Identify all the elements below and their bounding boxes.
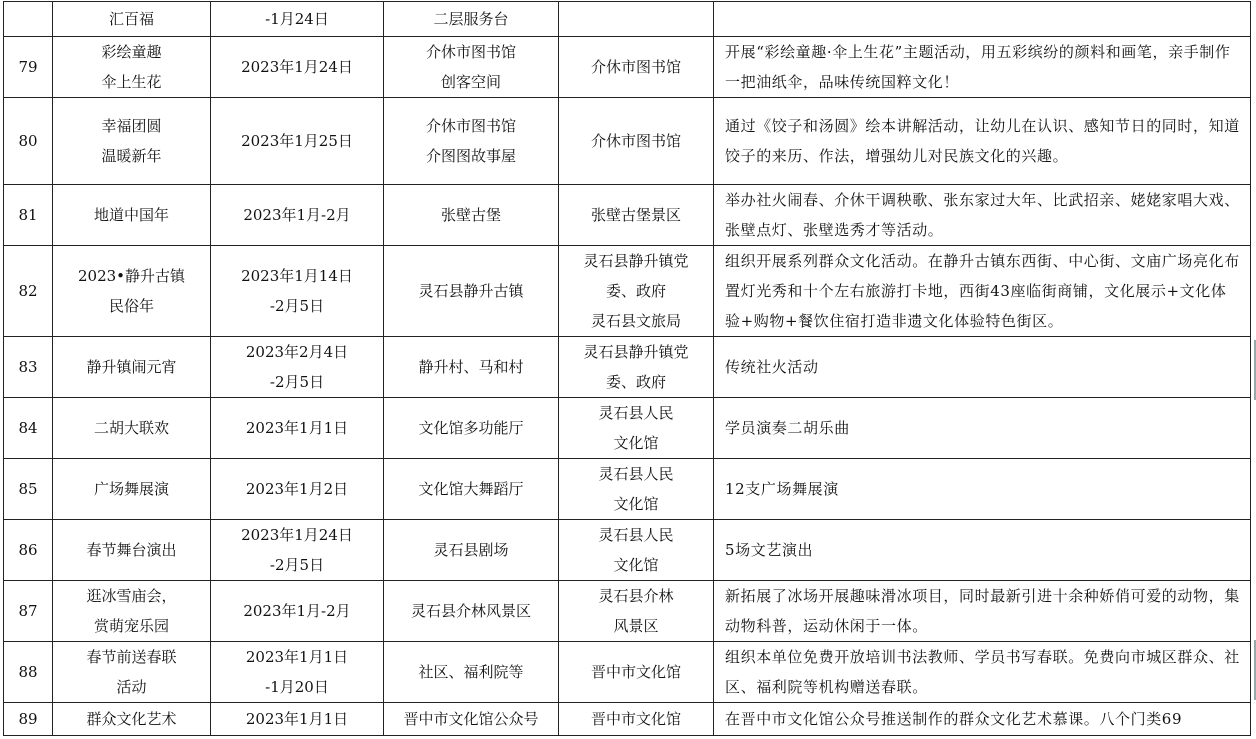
cell-no: 88 xyxy=(4,642,53,703)
cell-desc: 组织本单位免费开放培训书法教师、学员书写春联。免费向市城区群众、社区、福利院等机构赠送春联。 xyxy=(714,642,1251,703)
cell-line: 春节舞台演出 xyxy=(86,541,177,559)
cell-line: 文化馆 xyxy=(613,556,659,574)
cell-line: 文化馆大舞蹈厅 xyxy=(418,480,524,498)
table-row xyxy=(4,2,1251,37)
cell-venue xyxy=(384,642,559,703)
cell-org xyxy=(559,98,714,185)
cell-venue: 二层服务台 xyxy=(384,2,559,37)
cell-line: 二胡大联欢 xyxy=(93,419,169,437)
table-row xyxy=(4,37,1251,98)
cell-venue xyxy=(384,98,559,185)
cell-org xyxy=(559,642,714,703)
cell-line: 张壁古堡 xyxy=(440,206,501,224)
cell-line: 2023年2月4日 xyxy=(245,343,349,361)
cell-line: 灵石县静升镇党 xyxy=(583,343,689,361)
cell-desc: 新拓展了冰场开展趣味滑冰项目，同时最新引进十余种娇俏可爱的动物，集动物科普，运动休闲于一体。 xyxy=(714,581,1251,642)
table-row xyxy=(4,398,1251,459)
cell-date xyxy=(211,459,384,520)
cell-desc: 传统社火活动 xyxy=(714,337,1251,398)
cell-venue xyxy=(384,185,559,246)
cell-line: 文化馆 xyxy=(613,434,659,452)
cell-no: 79 xyxy=(4,37,53,98)
cell-line: 风景区 xyxy=(613,617,659,635)
cell-no: 83 xyxy=(4,337,53,398)
cell-desc: 组织开展系列群众文化活动。在静升古镇东西街、中心街、文庙广场亮化布置灯光秀和十个左右旅游打卡地，西街43座临街商铺，文化展示+文化体验+购物+餐饮住宿打造非遗文化体验特色街区。 xyxy=(714,246,1251,337)
cell-line: 创客空间 xyxy=(440,73,501,91)
cell-line: -1月20日 xyxy=(265,678,329,696)
cell-date: -1月24日 xyxy=(211,2,384,37)
cell-org xyxy=(559,703,714,736)
cell-line: 晋中市文化馆 xyxy=(590,663,681,681)
cell-line: 灵石县介林风景区 xyxy=(410,602,531,620)
cell-line: 静升镇闹元宵 xyxy=(86,358,177,376)
activity-table-body xyxy=(4,2,1251,736)
cell-name xyxy=(53,398,211,459)
cell-org xyxy=(559,2,714,37)
cell-line: 2023年1月1日 xyxy=(245,419,349,437)
cell-line: 群众文化艺术 xyxy=(86,710,177,728)
cell-line: 灵石县人民 xyxy=(598,404,674,422)
cell-line: 温暖新年 xyxy=(101,147,162,165)
cell-date xyxy=(211,98,384,185)
cell-org xyxy=(559,459,714,520)
cell-line: 灵石县静升镇党 xyxy=(583,252,689,270)
cell-venue xyxy=(384,398,559,459)
cell-date xyxy=(211,37,384,98)
cell-org xyxy=(559,246,714,337)
cell-line: 灵石县人民 xyxy=(598,526,674,544)
cell-line: 广场舞展演 xyxy=(93,480,169,498)
cell-name xyxy=(53,337,211,398)
cell-desc: 通过《饺子和汤圆》绘本讲解活动，让幼儿在认识、感知节日的同时，知道饺子的来历、作法，增强幼儿对民族文化的兴趣。 xyxy=(714,98,1251,185)
cell-line: 晋中市文化馆公众号 xyxy=(403,710,539,728)
cell-name xyxy=(53,520,211,581)
cell-line: 2023•静升古镇 xyxy=(77,267,186,285)
cell-venue xyxy=(384,337,559,398)
cell-line: 静升村、马和村 xyxy=(418,358,524,376)
cell-line: 2023年1月1日 xyxy=(245,648,349,666)
cell-line: 春节前送春联 xyxy=(86,648,177,666)
cell-line: 介休市图书馆 xyxy=(425,117,516,135)
cell-org xyxy=(559,337,714,398)
cell-venue xyxy=(384,459,559,520)
cell-line: 灵石县人民 xyxy=(598,465,674,483)
cell-line: 地道中国年 xyxy=(93,206,169,224)
activity-table xyxy=(3,1,1251,736)
cell-venue xyxy=(384,520,559,581)
cell-no: 81 xyxy=(4,185,53,246)
cell-line: 灵石县介林 xyxy=(598,587,674,605)
cell-line: 民俗年 xyxy=(108,297,154,315)
cell-line: -2月5日 xyxy=(269,373,325,391)
cell-no: 82 xyxy=(4,246,53,337)
cell-no: 80 xyxy=(4,98,53,185)
table-row xyxy=(4,642,1251,703)
cell-line: 逛冰雪庙会， xyxy=(86,587,177,605)
table-row xyxy=(4,185,1251,246)
cell-line: 幸福团圆 xyxy=(101,117,162,135)
cell-venue xyxy=(384,246,559,337)
cell-desc xyxy=(714,2,1251,37)
cell-date xyxy=(211,520,384,581)
cell-org xyxy=(559,398,714,459)
cell-line: 彩绘童趣 xyxy=(101,43,162,61)
cell-line: 伞上生花 xyxy=(101,73,162,91)
cell-line: 2023年1月14日 xyxy=(241,267,353,285)
cell-line: 介图图故事屋 xyxy=(425,147,516,165)
cell-name xyxy=(53,581,211,642)
cell-org xyxy=(559,520,714,581)
cell-line: 2023年1月25日 xyxy=(241,132,353,150)
cell-date xyxy=(211,581,384,642)
cell-line: 2023年1月-2月 xyxy=(243,206,351,224)
cell-date xyxy=(211,337,384,398)
cell-line: 文化馆多功能厅 xyxy=(418,419,524,437)
cell-line: 社区、福利院等 xyxy=(418,663,524,681)
cell-org xyxy=(559,37,714,98)
cell-name xyxy=(53,98,211,185)
table-row xyxy=(4,459,1251,520)
table-row xyxy=(4,337,1251,398)
cell-desc: 在晋中市文化馆公众号推送制作的群众文化艺术慕课。八个门类69 xyxy=(714,703,1251,736)
table-row xyxy=(4,98,1251,185)
table-row xyxy=(4,581,1251,642)
cell-line: 2023年1月-2月 xyxy=(243,602,351,620)
cell-line: 灵石县剧场 xyxy=(433,541,509,559)
cell-desc: 学员演奏二胡乐曲 xyxy=(714,398,1251,459)
cell-no: 87 xyxy=(4,581,53,642)
cell-org xyxy=(559,581,714,642)
cell-name xyxy=(53,459,211,520)
table-row xyxy=(4,246,1251,337)
cell-line: 介休市图书馆 xyxy=(590,132,681,150)
cell-venue xyxy=(384,703,559,736)
cell-name xyxy=(53,246,211,337)
cell-org xyxy=(559,185,714,246)
cell-no: 84 xyxy=(4,398,53,459)
cell-date xyxy=(211,642,384,703)
cell-line: 2023年1月24日 xyxy=(241,58,353,76)
cell-venue xyxy=(384,37,559,98)
cell-line: 2023年1月2日 xyxy=(245,480,349,498)
cell-venue xyxy=(384,581,559,642)
cell-line: -2月5日 xyxy=(269,556,325,574)
cell-line: 文化馆 xyxy=(613,495,659,513)
cell-line: 2023年1月1日 xyxy=(245,710,349,728)
cell-date xyxy=(211,398,384,459)
cell-name xyxy=(53,703,211,736)
cell-line: 张壁古堡景区 xyxy=(590,206,681,224)
cell-no: 85 xyxy=(4,459,53,520)
cell-desc: 12支广场舞展演 xyxy=(714,459,1251,520)
cell-date xyxy=(211,185,384,246)
cell-desc: 开展“彩绘童趣·伞上生花”主题活动，用五彩缤纷的颜料和画笔，亲手制作一把油纸伞，品味传统国粹文化！ xyxy=(714,37,1251,98)
cell-desc: 举办社火闹春、介休干调秧歌、张东家过大年、比武招亲、姥姥家唱大戏、张壁点灯、张壁选秀才等活动。 xyxy=(714,185,1251,246)
cell-name xyxy=(53,37,211,98)
cell-line: 委、政府 xyxy=(605,282,666,300)
cell-date xyxy=(211,703,384,736)
cell-name xyxy=(53,185,211,246)
cell-date xyxy=(211,246,384,337)
cell-line: 介休市图书馆 xyxy=(590,58,681,76)
cell-line: 赏萌宠乐园 xyxy=(93,617,169,635)
cell-name xyxy=(53,642,211,703)
cell-line: 介休市图书馆 xyxy=(425,43,516,61)
table-row xyxy=(4,703,1251,736)
cell-no: 86 xyxy=(4,520,53,581)
cell-name: 汇百福 xyxy=(53,2,211,37)
cell-desc: 5场文艺演出 xyxy=(714,520,1251,581)
cell-line: 灵石县静升古镇 xyxy=(418,282,524,300)
cell-no: 89 xyxy=(4,703,53,736)
cell-line: 活动 xyxy=(116,678,147,696)
cell-line: 委、政府 xyxy=(605,373,666,391)
cell-line: 2023年1月24日 xyxy=(241,526,353,544)
cell-line: -2月5日 xyxy=(269,297,325,315)
cell-line: 晋中市文化馆 xyxy=(590,710,681,728)
cell-no xyxy=(4,2,53,37)
cell-line: 灵石县文旅局 xyxy=(590,312,681,330)
table-row xyxy=(4,520,1251,581)
